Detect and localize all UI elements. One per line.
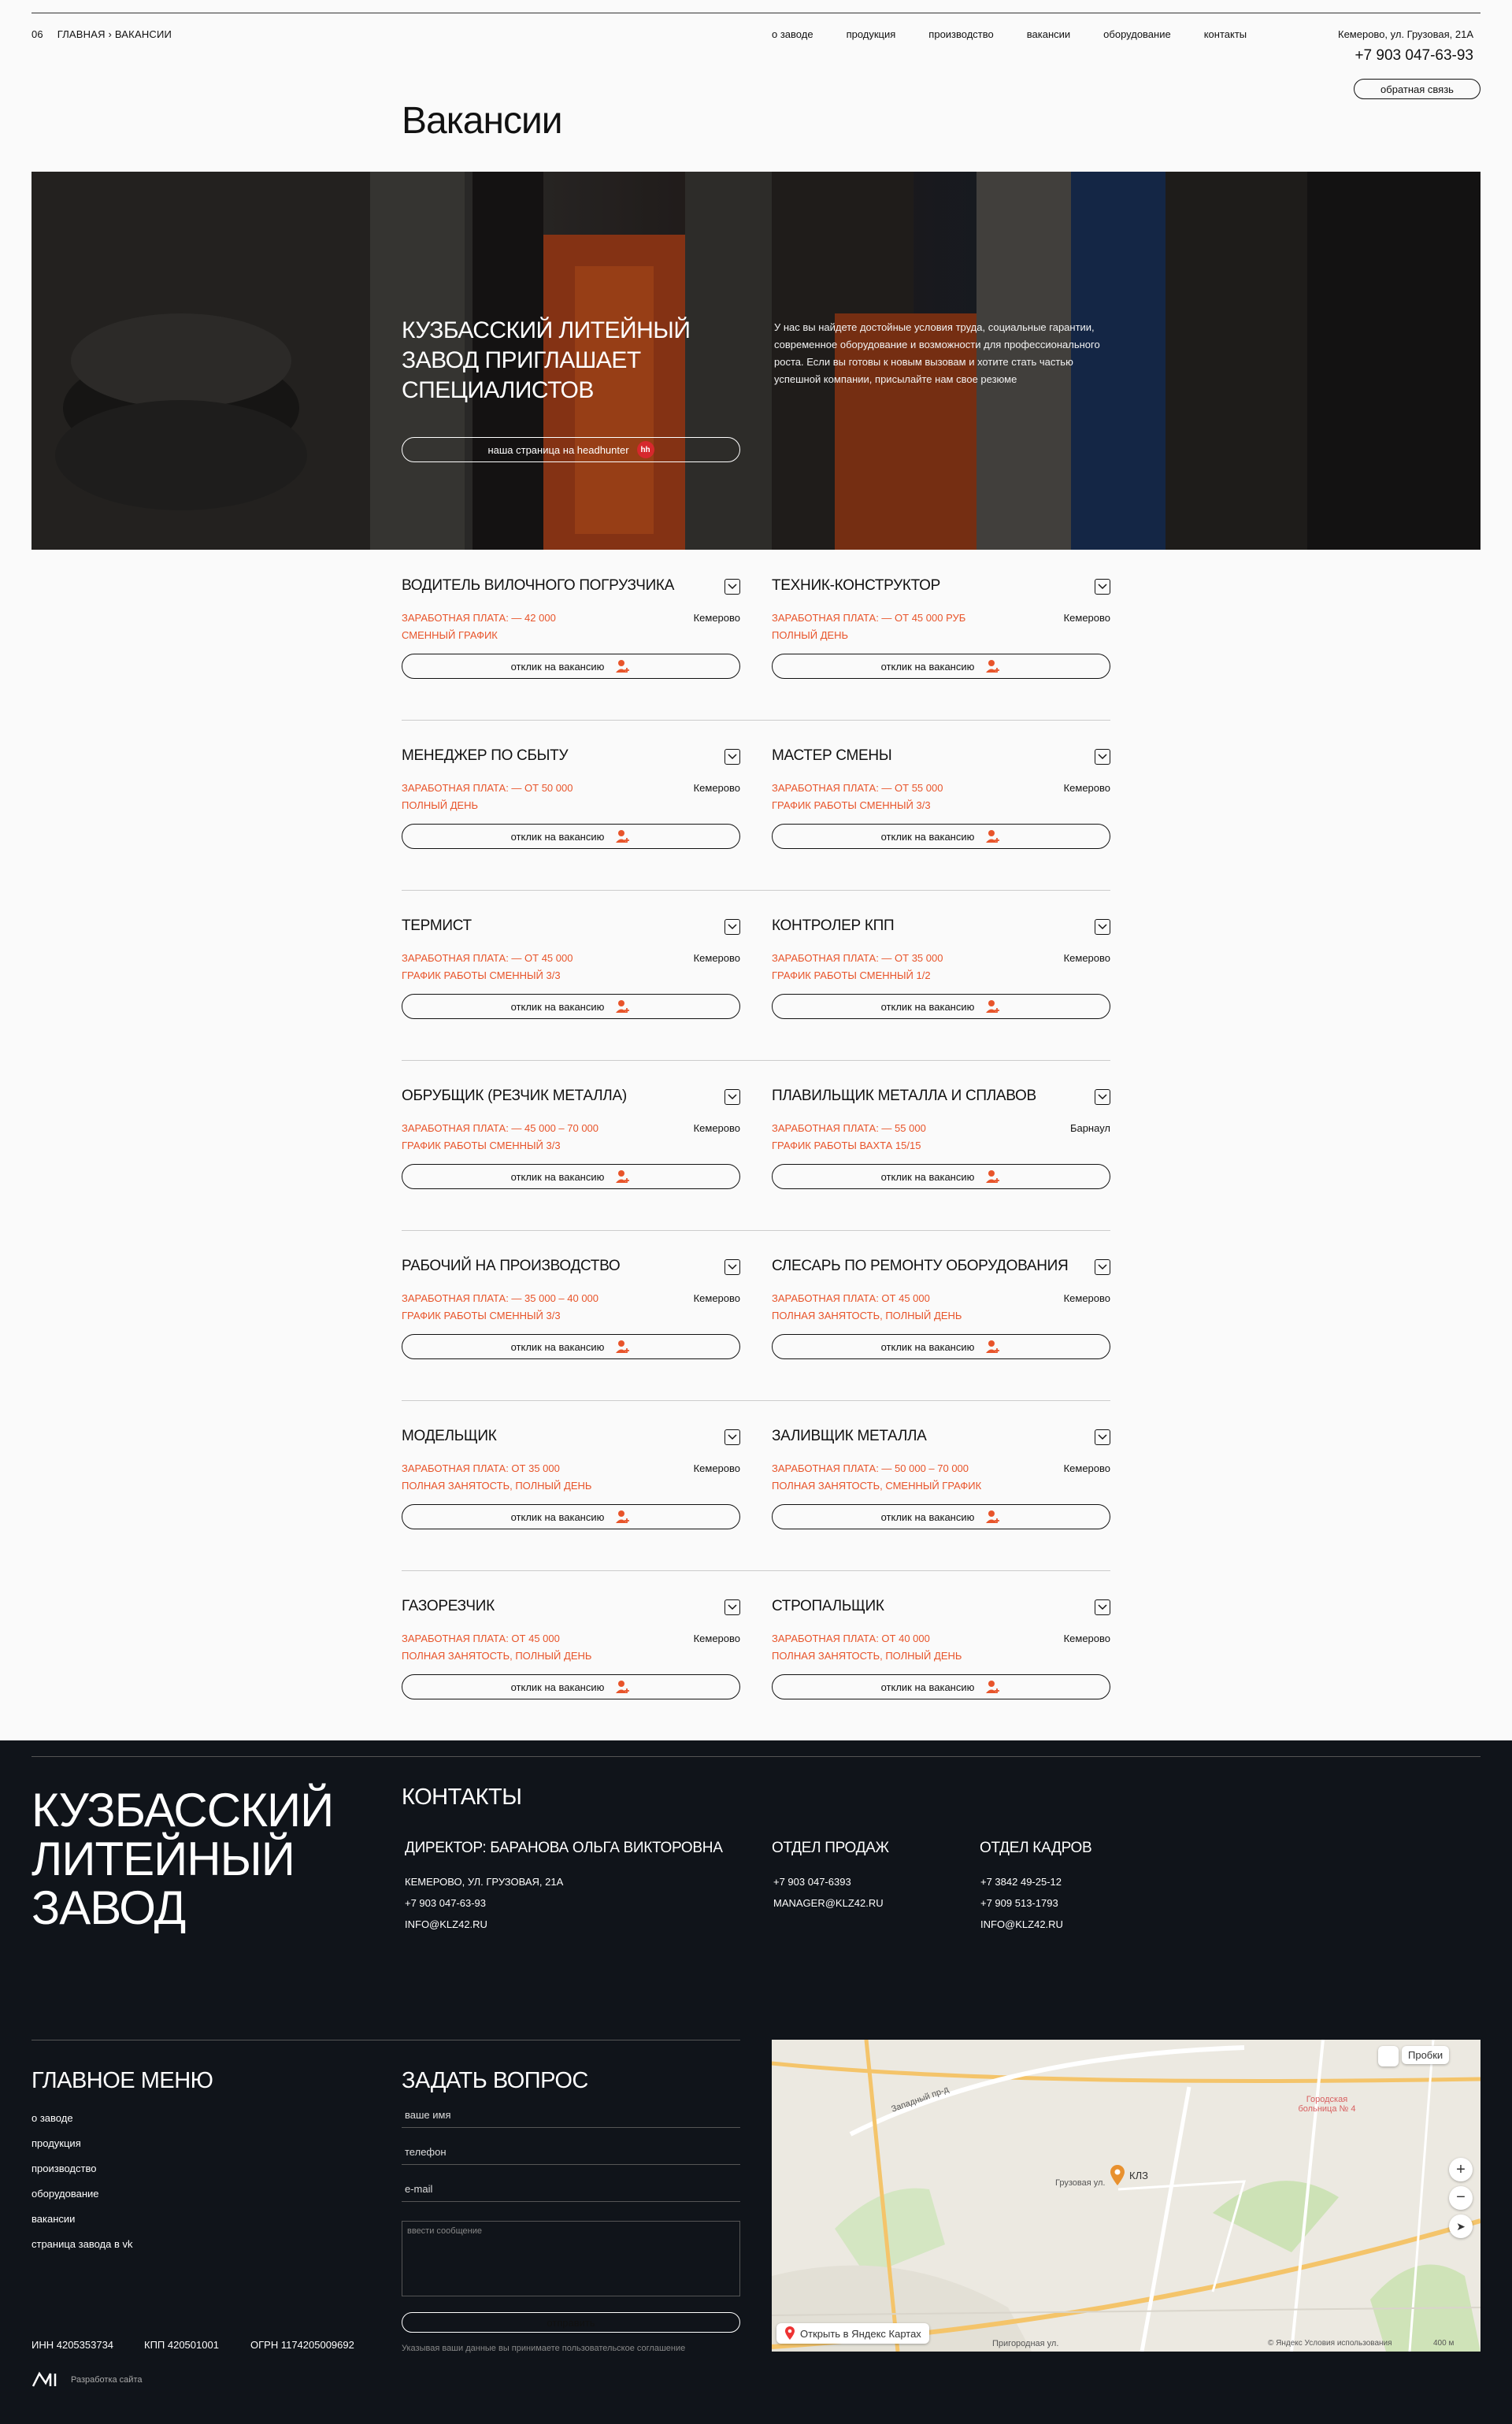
schedule-line: ПОЛНАЯ ЗАНЯТОСТЬ, ПОЛНЫЙ ДЕНЬ	[402, 1480, 592, 1492]
schedule-line: ГРАФИК РАБОТЫ СМЕННЫЙ 3/3	[402, 1140, 561, 1151]
sales-email[interactable]: MANAGER@KLZ42.RU	[773, 1897, 884, 1909]
vacancy-salary	[772, 610, 965, 644]
schedule-line: ГРАФИК РАБОТЫ СМЕННЫЙ 1/2	[772, 969, 931, 981]
apply-label: отклик на вакансию	[510, 1510, 605, 1523]
director-phone[interactable]: +7 903 047-63-93	[405, 1897, 487, 1909]
vacancy-card	[772, 576, 1110, 673]
vacancy-title[interactable]: КОНТРОЛЕР КПП	[772, 917, 895, 934]
street-label-3: Пригородная ул.	[992, 2339, 1059, 2348]
user-add-icon	[985, 1169, 1001, 1184]
vacancy-salary	[402, 950, 573, 984]
vacancy-card	[402, 747, 740, 843]
salary-line: ЗАРАБОТНАЯ ПЛАТА: — 42 000	[402, 612, 556, 624]
apply-button[interactable]	[402, 1164, 740, 1189]
user-add-icon	[615, 828, 631, 844]
nav-products[interactable]: продукция	[846, 28, 896, 40]
vacancy-title[interactable]: ГАЗОРЕЗЧИК	[402, 1598, 495, 1614]
vacancy-salary	[402, 1630, 591, 1665]
vacancy-card	[402, 917, 740, 1013]
salary-line: ЗАРАБОТНАЯ ПЛАТА: — 45 000 – 70 000	[402, 1122, 599, 1134]
chevron-down-icon[interactable]	[1095, 919, 1110, 935]
vacancy-salary	[772, 780, 943, 814]
developer-label: Разработка сайта	[71, 2375, 143, 2385]
salary-line: ЗАРАБОТНАЯ ПЛАТА: ОТ 45 000	[402, 1633, 560, 1644]
marker-label: КЛЗ	[1129, 2169, 1148, 2181]
inn: ИНН 4205353734	[32, 2339, 114, 2351]
map-scale: 400 м	[1433, 2339, 1455, 2348]
apply-button[interactable]	[772, 654, 1110, 679]
sales-contacts	[773, 1871, 884, 1914]
user-add-icon	[615, 999, 631, 1014]
schedule-line: ГРАФИК РАБОТЫ СМЕННЫЙ 3/3	[402, 969, 561, 981]
vacancy-city: Кемерово	[693, 1462, 740, 1474]
email-input[interactable]: e-mail	[402, 2178, 740, 2202]
chevron-down-icon[interactable]	[1095, 579, 1110, 595]
ogrn: ОГРН 1174205009692	[250, 2339, 354, 2351]
vacancy-title[interactable]: ВОДИТЕЛЬ ВИЛОЧНОГО ПОГРУЗЧИКА	[402, 577, 675, 594]
row-divider	[402, 1400, 1110, 1401]
vacancy-card	[402, 1597, 740, 1693]
apply-label: отклик на вакансию	[510, 1340, 605, 1353]
yandex-pin-icon	[784, 2326, 795, 2341]
menu-about[interactable]: о заводе	[32, 2112, 73, 2124]
apply-label: отклик на вакансию	[880, 1510, 975, 1523]
vacancy-salary	[772, 950, 943, 984]
vacancy-salary	[772, 1460, 981, 1495]
zoom-out-icon[interactable]: −	[1449, 2186, 1473, 2210]
chevron-down-icon[interactable]	[724, 1089, 740, 1105]
salary-line: ЗАРАБОТНАЯ ПЛАТА: — ОТ 50 000	[402, 782, 573, 794]
vacancy-city: Кемерово	[693, 782, 740, 794]
nav-equipment[interactable]: оборудование	[1103, 28, 1171, 40]
schedule-line: ПОЛНЫЙ ДЕНЬ	[772, 629, 849, 641]
feedback-button[interactable]: обратная связь	[1354, 79, 1480, 99]
schedule-line: ГРАФИК РАБОТЫ ВАХТА 15/15	[772, 1140, 921, 1151]
user-add-icon	[615, 1339, 631, 1355]
vacancy-card	[772, 1427, 1110, 1523]
vacancy-title[interactable]: ОБРУБЩИК (РЕЗЧИК МЕТАЛЛА)	[402, 1088, 627, 1104]
chevron-down-icon[interactable]	[724, 919, 740, 935]
hr-phone-2[interactable]: +7 909 513-1793	[980, 1897, 1058, 1909]
hero-text: У нас вы найдете достойные условия труда, социальные гарантии, современное оборудование и возможности для профессионального роста. Если вы готовы к новым вызовам и хотите стать частью успешной компании, присылайте нам свое резюме	[774, 321, 1100, 385]
vacancy-card	[772, 917, 1110, 1013]
director-address: КЕМЕРОВО, УЛ. ГРУЗОВАЯ, 21А	[405, 1876, 564, 1888]
vacancy-city: Кемерово	[693, 1633, 740, 1644]
apply-button[interactable]	[402, 1334, 740, 1359]
director-contacts	[405, 1871, 563, 1935]
vacancy-city: Кемерово	[693, 612, 740, 624]
user-add-icon	[985, 1679, 1001, 1695]
nav-production[interactable]: производство	[928, 28, 994, 40]
user-add-icon	[985, 828, 1001, 844]
breadcrumb	[32, 28, 172, 40]
hr-email[interactable]: INFO@KLZ42.RU	[980, 1918, 1063, 1930]
open-in-maps-button[interactable]	[776, 2323, 929, 2344]
user-add-icon	[985, 999, 1001, 1014]
message-textarea[interactable]: ввести сообщение	[402, 2221, 740, 2296]
apply-button[interactable]	[402, 994, 740, 1019]
salary-line: ЗАРАБОТНАЯ ПЛАТА: — 50 000 – 70 000	[772, 1462, 969, 1474]
apply-button[interactable]	[402, 1504, 740, 1529]
menu-production[interactable]: производство	[32, 2163, 97, 2174]
schedule-line: ПОЛНЫЙ ДЕНЬ	[402, 799, 479, 811]
zoom-in-icon[interactable]: +	[1449, 2158, 1473, 2181]
director-email[interactable]: INFO@KLZ42.RU	[405, 1918, 487, 1930]
traffic-label: Пробки	[1408, 2049, 1443, 2061]
user-add-icon	[985, 1509, 1001, 1525]
vacancy-title[interactable]: ТЕРМИСТ	[402, 917, 472, 934]
developer-logo-icon	[32, 2370, 63, 2389]
vacancy-city: Барнаул	[1069, 1122, 1110, 1134]
vacancy-title[interactable]: МОДЕЛЬЩИК	[402, 1428, 497, 1444]
schedule-line: ПОЛНАЯ ЗАНЯТОСТЬ, ПОЛНЫЙ ДЕНЬ	[772, 1310, 962, 1321]
vacancy-card	[402, 1257, 740, 1353]
vacancy-card	[402, 1087, 740, 1183]
user-add-icon	[985, 658, 1001, 674]
vacancy-title[interactable]: СТРОПАЛЬЩИК	[772, 1598, 884, 1614]
chevron-down-icon[interactable]	[724, 1599, 740, 1615]
hero-photo	[32, 172, 1480, 550]
apply-button[interactable]	[772, 1164, 1110, 1189]
row-divider	[402, 1570, 1110, 1571]
salary-line: ЗАРАБОТНАЯ ПЛАТА: — ОТ 45 000	[402, 952, 573, 964]
vacancy-salary	[402, 1120, 598, 1155]
chevron-down-icon[interactable]	[724, 749, 740, 765]
menu-title: ГЛАВНОЕ МЕНЮ	[32, 2068, 213, 2093]
footer-brand: КУЗБАССКИЙ ЛИТЕЙНЫЙ ЗАВОД	[32, 1784, 334, 1934]
send-button[interactable]: отправить	[402, 2312, 740, 2333]
ask-title: ЗАДАТЬ ВОПРОС	[402, 2068, 588, 2093]
menu-equipment[interactable]: оборудование	[32, 2188, 99, 2200]
chevron-down-icon[interactable]	[1095, 1599, 1110, 1615]
traffic-button[interactable]	[1402, 2046, 1449, 2064]
vacancy-salary	[402, 780, 573, 814]
map-widget[interactable]	[772, 2040, 1480, 2352]
schedule-line: ПОЛНАЯ ЗАНЯТОСТЬ, ПОЛНЫЙ ДЕНЬ	[772, 1650, 962, 1662]
map-marker[interactable]	[1109, 2164, 1148, 2186]
user-add-icon	[985, 1339, 1001, 1355]
agreement-text[interactable]: Указывая ваши данные вы принимаете пользовательское соглашение	[402, 2344, 686, 2353]
apply-button[interactable]	[772, 824, 1110, 849]
apply-button[interactable]	[772, 994, 1110, 1019]
vacancy-city: Кемерово	[693, 952, 740, 964]
street-label-2: Грузовая ул.	[1055, 2178, 1106, 2188]
name-input[interactable]: ваше имя	[402, 2104, 740, 2128]
main-nav	[772, 28, 1247, 40]
chevron-down-icon[interactable]	[724, 579, 740, 595]
map-copyright[interactable]: © Яндекс Условия использования	[1268, 2339, 1392, 2348]
vacancy-salary	[772, 1290, 962, 1325]
vacancy-card	[402, 576, 740, 673]
schedule-line: ГРАФИК РАБОТЫ СМЕННЫЙ 3/3	[772, 799, 931, 811]
apply-button[interactable]	[772, 1504, 1110, 1529]
row-divider	[402, 720, 1110, 721]
salary-line: ЗАРАБОТНАЯ ПЛАТА: — 35 000 – 40 000	[402, 1292, 599, 1304]
vacancy-salary	[772, 1630, 962, 1665]
apply-button[interactable]	[772, 1334, 1110, 1359]
hero-banner	[32, 172, 1480, 550]
director-title: ДИРЕКТОР: БАРАНОВА ОЛЬГА ВИКТОРОВНА	[405, 1840, 723, 1856]
menu-vacancies[interactable]: вакансии	[32, 2213, 76, 2225]
phone-input[interactable]: телефон	[402, 2141, 740, 2165]
vacancy-title[interactable]: ЗАЛИВЩИК МЕТАЛЛА	[772, 1428, 927, 1444]
vacancy-title[interactable]: МАСТЕР СМЕНЫ	[772, 747, 892, 764]
vacancy-city: Кемерово	[693, 1292, 740, 1304]
kpp: КПП 420501001	[144, 2339, 219, 2351]
salary-line: ЗАРАБОТНАЯ ПЛАТА: — 55 000	[772, 1122, 926, 1134]
vacancy-title[interactable]: РАБОЧИЙ НА ПРОИЗВОДСТВО	[402, 1258, 621, 1274]
vacancy-city: Кемерово	[1063, 952, 1110, 964]
chevron-down-icon[interactable]	[724, 1429, 740, 1445]
salary-line: ЗАРАБОТНАЯ ПЛАТА: ОТ 45 000	[772, 1292, 930, 1304]
schedule-line: ПОЛНАЯ ЗАНЯТОСТЬ, ПОЛНЫЙ ДЕНЬ	[402, 1650, 592, 1662]
nav-vacancies[interactable]: вакансии	[1026, 28, 1071, 40]
developer-credit[interactable]	[32, 2370, 142, 2389]
vacancy-city: Кемерово	[1063, 1292, 1110, 1304]
apply-label: отклик на вакансию	[880, 660, 975, 673]
salary-line: ЗАРАБОТНАЯ ПЛАТА: — ОТ 35 000	[772, 952, 943, 964]
page-title: Вакансии	[402, 100, 562, 142]
vacancy-salary	[402, 610, 556, 644]
salary-line: ЗАРАБОТНАЯ ПЛАТА: ОТ 40 000	[772, 1633, 930, 1644]
menu-products[interactable]: продукция	[32, 2137, 81, 2149]
chevron-down-icon[interactable]	[1095, 1429, 1110, 1445]
row-divider	[402, 890, 1110, 891]
street-label-1: Западный пр-д	[890, 2085, 951, 2115]
vacancy-salary	[402, 1460, 591, 1495]
user-add-icon	[615, 1169, 631, 1184]
vacancy-title[interactable]: МЕНЕДЖЕР ПО СБЫТУ	[402, 747, 569, 764]
nav-contacts[interactable]: контакты	[1203, 28, 1247, 40]
apply-label: отклик на вакансию	[510, 830, 605, 843]
headhunter-label: наша страница на headhunter	[487, 443, 629, 456]
user-add-icon	[615, 1509, 631, 1525]
apply-button[interactable]	[402, 824, 740, 849]
apply-label: отклик на вакансию	[510, 660, 605, 673]
sales-phone[interactable]: +7 903 047-6393	[773, 1876, 851, 1888]
apply-label: отклик на вакансию	[880, 830, 975, 843]
headhunter-button[interactable]	[402, 437, 740, 462]
salary-line: ЗАРАБОТНАЯ ПЛАТА: — ОТ 45 000 РУБ	[772, 612, 966, 624]
chevron-down-icon[interactable]	[1095, 749, 1110, 765]
vacancy-city: Кемерово	[693, 1122, 740, 1134]
row-divider	[402, 1060, 1110, 1061]
apply-label: отклик на вакансию	[510, 1000, 605, 1013]
salary-line: ЗАРАБОТНАЯ ПЛАТА: — ОТ 55 000	[772, 782, 943, 794]
chevron-down-icon[interactable]	[724, 1259, 740, 1275]
apply-button[interactable]	[772, 1674, 1110, 1699]
hero-title: КУЗБАССКИЙ ЛИТЕЙНЫЙ ЗАВОД ПРИГЛАШАЕТ СПЕЦИАЛИСТОВ	[402, 317, 691, 403]
vacancy-city: Кемерово	[1063, 1633, 1110, 1644]
headhunter-icon: hh	[637, 441, 654, 458]
hospital-label: Городская больница № 4	[1298, 2095, 1356, 2114]
vacancy-city: Кемерово	[1063, 1462, 1110, 1474]
vacancy-salary	[402, 1290, 598, 1325]
vacancy-city: Кемерово	[1063, 782, 1110, 794]
vacancy-title[interactable]: СЛЕСАРЬ ПО РЕМОНТУ ОБОРУДОВАНИЯ	[772, 1258, 1069, 1274]
vacancy-card	[772, 1597, 1110, 1693]
apply-label: отклик на вакансию	[880, 1170, 975, 1183]
page-number: 06	[32, 28, 43, 40]
vacancy-title[interactable]: ТЕХНИК-КОНСТРУКТОР	[772, 577, 940, 594]
apply-label: отклик на вакансию	[880, 1681, 975, 1693]
hr-phone-1[interactable]: +7 3842 49-25-12	[980, 1876, 1062, 1888]
apply-label: отклик на вакансию	[510, 1170, 605, 1183]
ruler-icon[interactable]	[1378, 2046, 1399, 2066]
header-address: Кемерово, ул. Грузовая, 21А	[1338, 28, 1473, 40]
vacancy-salary	[772, 1120, 926, 1155]
vacancy-card	[402, 1427, 740, 1523]
schedule-line: СМЕННЫЙ ГРАФИК	[402, 629, 498, 641]
vacancy-city: Кемерово	[1063, 612, 1110, 624]
header-phone[interactable]: +7 903 047-63-93	[1354, 47, 1473, 64]
schedule-line: ПОЛНАЯ ЗАНЯТОСТЬ, СМЕННЫЙ ГРАФИК	[772, 1480, 982, 1492]
sales-title: ОТДЕЛ ПРОДАЖ	[772, 1840, 889, 1856]
apply-label: отклик на вакансию	[880, 1000, 975, 1013]
vacancy-card	[772, 1257, 1110, 1353]
apply-label: отклик на вакансию	[510, 1681, 605, 1693]
vacancy-card	[772, 747, 1110, 843]
user-add-icon	[615, 1679, 631, 1695]
hr-title: ОТДЕЛ КАДРОВ	[980, 1840, 1092, 1856]
apply-button[interactable]	[402, 654, 740, 679]
vacancy-card	[772, 1087, 1110, 1183]
schedule-line: ГРАФИК РАБОТЫ СМЕННЫЙ 3/3	[402, 1310, 561, 1321]
salary-line: ЗАРАБОТНАЯ ПЛАТА: ОТ 35 000	[402, 1462, 560, 1474]
row-divider	[402, 1230, 1110, 1231]
breadcrumb-path[interactable]: ГЛАВНАЯ › ВАКАНСИИ	[57, 28, 172, 40]
footer-divider	[32, 1756, 1480, 1757]
apply-label: отклик на вакансию	[880, 1340, 975, 1353]
geolocation-icon[interactable]: ➤	[1449, 2215, 1473, 2238]
chevron-down-icon[interactable]	[1095, 1089, 1110, 1105]
user-add-icon	[615, 658, 631, 674]
open-in-maps-label: Открыть в Яндекс Картах	[800, 2327, 921, 2340]
vacancy-title[interactable]: ПЛАВИЛЬЩИК МЕТАЛЛА И СПЛАВОВ	[772, 1088, 1036, 1104]
map-canvas	[772, 2040, 1480, 2352]
chevron-down-icon[interactable]	[1095, 1259, 1110, 1275]
contacts-title: КОНТАКТЫ	[402, 1785, 522, 1810]
apply-button[interactable]	[402, 1674, 740, 1699]
nav-about[interactable]: о заводе	[772, 28, 813, 40]
location-pin-icon	[1109, 2164, 1126, 2186]
hr-contacts	[980, 1871, 1063, 1935]
menu-vk[interactable]: страница завода в vk	[32, 2238, 133, 2250]
